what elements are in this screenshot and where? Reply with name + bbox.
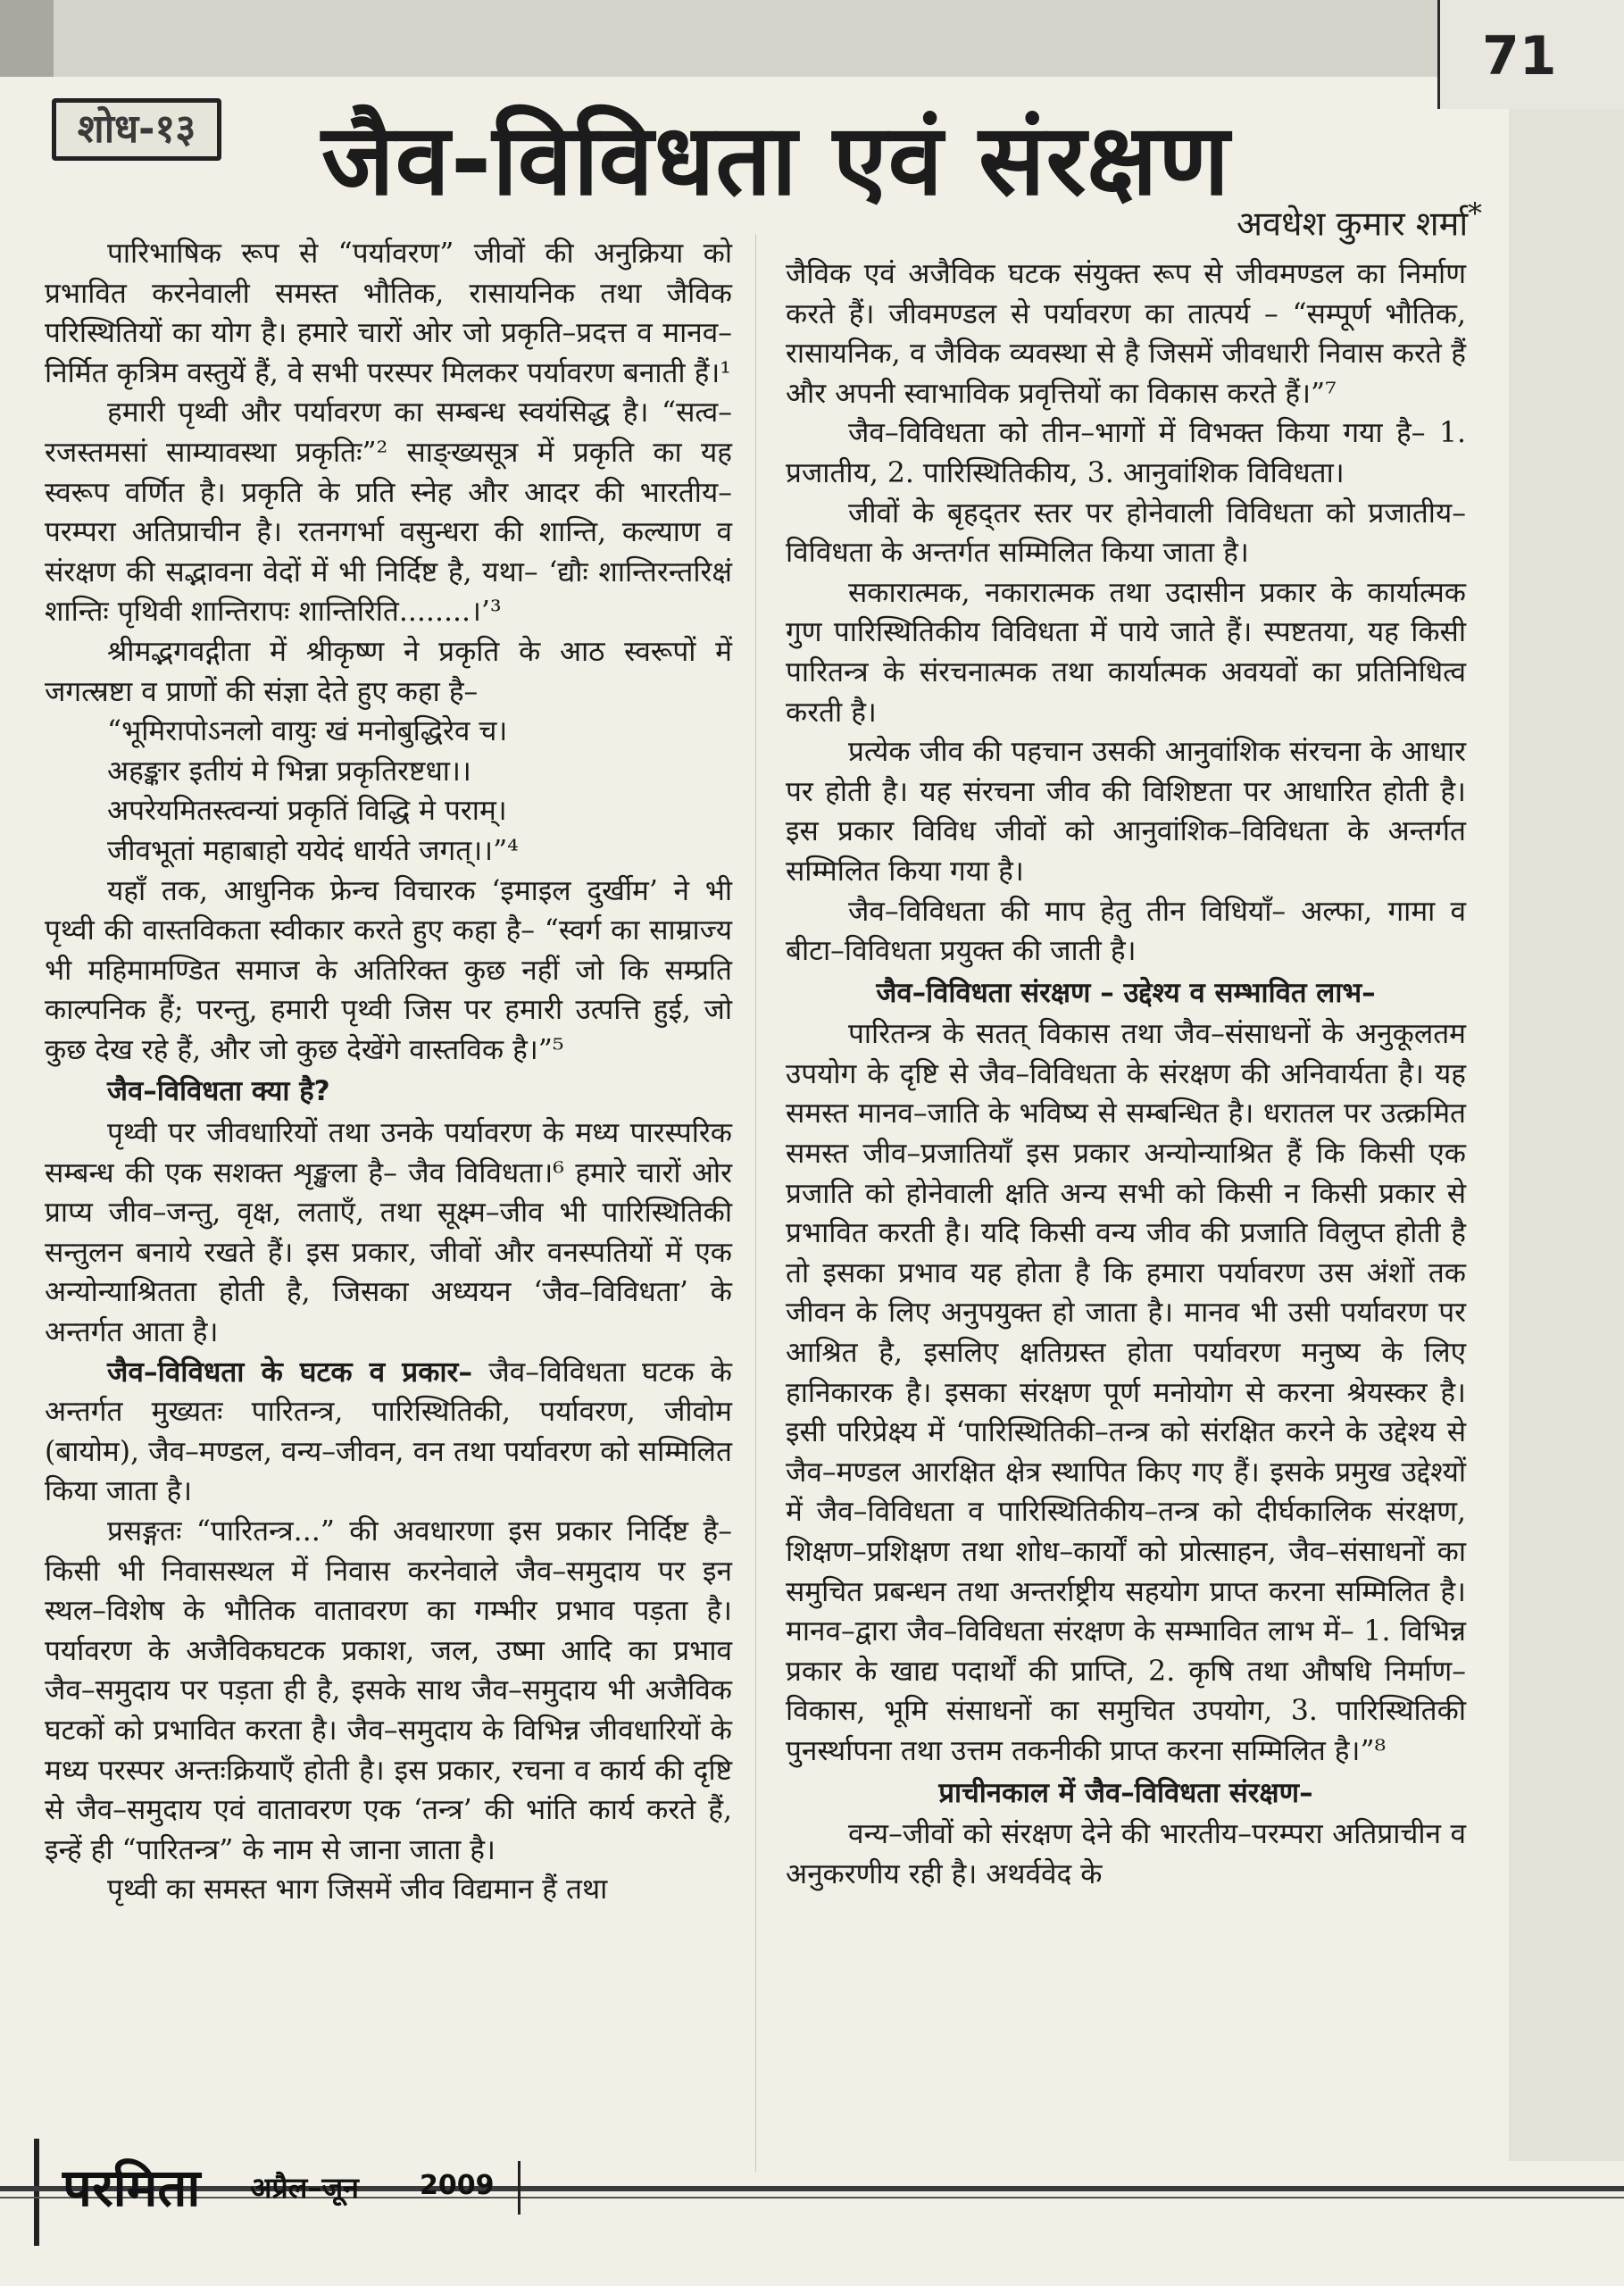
- paragraph-with-heading: [45, 1353, 732, 1512]
- section-heading: जैव–विविधता क्या है?: [107, 1075, 330, 1108]
- inline-heading: जैव–विविधता के घटक व प्रकार–: [107, 1356, 473, 1389]
- column-divider: [755, 234, 756, 2172]
- paragraph: यहाँ तक, आधुनिक फ्रेन्च विचारक ‘इमाइल दुर्खीम’ ने भी पृथ्वी की वास्तविकता स्वीकार करते हुए कहा है– “स्वर्ग का साम्राज्य भी महिमामण्डित समाज के अतिरिक्त कुछ नहीं जो कि सम्प्रति काल्पनिक हैं; परन्तु, हमारी पृथ्वी जिस पर हमारी उत्पत्ति हुई, जो कुछ देख रहे हैं, और जो कुछ देखेंगे वास्तविक है।”⁵: [45, 874, 732, 1066]
- verse-line: अहङ्कार इतीयं मे भिन्ना प्रकृतिरष्टधा।।: [107, 755, 471, 788]
- footer-rule-thin: [0, 2197, 1624, 2198]
- article-tag: शोध-१३: [52, 98, 221, 161]
- paragraph: प्रसङ्गतः “पारितन्त्र...” की अवधारणा इस प्रकार निर्दिष्ट है– किसी भी निवासस्थल में निवास करनेवाले जैव–समुदाय पर इन स्थल–विशेष के भौतिक वातावरण का गम्भीर प्रभाव पड़ता है। पर्यावरण के अजैविकघटक प्रकाश, जल, उष्मा आदि का प्रभाव जैव–समुदाय पर पड़ता ही है, इसके साथ जैव–समुदाय भी अजैविक घटकों को प्रभावित करता है। जैव–समुदाय के विभिन्न जीवधारियों के मध्य परस्पर अन्तःक्रियाएँ होती है। इस प्रकार, रचना व कार्य की दृष्टि से जैव–समुदाय एवं वातावरण एक ‘तन्त्र’ की भांति कार्य करते हैं, इन्हें ही “पारितन्त्र” के नाम से जाना जाता है।: [45, 1515, 732, 1866]
- article-title: जैव-विविधता एवं संरक्षण: [321, 103, 1230, 217]
- right-page-margin: [1509, 107, 1624, 2161]
- top-band: [0, 0, 1624, 77]
- author-name: अवधेश कुमार शर्मा: [1236, 204, 1469, 244]
- issue-months: अप्रैल–जून: [250, 2171, 359, 2205]
- author-line: [911, 198, 1482, 246]
- journal-name: परमिता: [62, 2157, 201, 2218]
- paragraph: जैविक एवं अजैविक घटक संयुक्त रूप से जीवमण्डल का निर्माण करते हैं। जीवमण्डल से पर्यावरण का तात्पर्य – “सम्पूर्ण भौतिक, रासायनिक, व जैविक व्यवस्था से है जिसमें जीवधारी निवास करते हैं और अपनी स्वाभाविक प्रवृत्तियों का विकास करते हैं।”⁷: [786, 258, 1466, 410]
- paragraph: प्रत्येक जीव की पहचान उसकी आनुवांशिक संरचना के आधार पर होती है। यह संरचना जीव की विशिष्टता पर आधारित होती है। इस प्रकार विविध जीवों को आनुवांशिक–विविधता के अन्तर्गत सम्मिलित किया गया है।: [786, 736, 1466, 888]
- right-column: [786, 254, 1466, 1894]
- paragraph: जैव–विविधता को तीन–भागों में विभक्त किया गया है– 1. प्रजातीय, 2. पारिस्थितिकीय, 3. आनुवांशिक विविधता।: [786, 417, 1466, 489]
- paragraph: वन्य–जीवों को संरक्षण देने की भारतीय–परम्परा अतिप्राचीन व अनुकरणीय रही है। अथर्ववेद के: [786, 1818, 1466, 1890]
- paragraph: हमारी पृथ्वी और पर्यावरण का सम्बन्ध स्वयंसिद्ध है। “सत्व–रजस्तमसां साम्यावस्था प्रकृतिः”² साङ्ख्यसूत्र में प्रकृति का यह स्वरूप वर्णित है। प्रकृति के प्रति स्नेह और आदर की भारतीय–परम्परा अतिप्राचीन है। रतनगर्भा वसुन्धरा की शान्ति, कल्याण व संरक्षण की सद्भावना वेदों में भी निर्दिष्ट है, यथा– ‘द्यौः शान्तिरन्तरिक्षं शान्तिः पृथिवी शान्तिरापः शान्तिरिति........।’³: [45, 396, 732, 629]
- footer-rule: [0, 2186, 1624, 2191]
- verse-line: जीवभूतां महाबाहो ययेदं धार्यते जगत्।।”⁴: [107, 834, 519, 867]
- paragraph: श्रीमद्भगवद्गीता में श्रीकृष्ण ने प्रकृति के आठ स्वरूपों में जगत्स्रष्टा व प्राणों की संज्ञा देते हुए कहा है–: [45, 635, 732, 708]
- paragraph: जीवों के बृहद्तर स्तर पर होनेवाली विविधता को प्रजातीय–विविधता के अन्तर्गत सम्मिलित किया जाता है।: [786, 496, 1466, 570]
- footer-divider: [518, 2161, 521, 2215]
- paragraph: पृथ्वी का समस्त भाग जिसमें जीव विद्यमान हैं तथा: [107, 1873, 608, 1906]
- left-column: [45, 234, 732, 1910]
- paragraph-text: जैव–विविधता घटक के अन्तर्गत मुख्यतः पारितन्त्र, पारिस्थितिकी, पर्यावरण, जीवोम (बायोम), जैव–मण्डल, वन्य–जीवन, वन तथा पर्यावरण को सम्मिलित किया जाता है।: [45, 1356, 732, 1508]
- footer-bracket: [34, 2139, 39, 2246]
- author-footnote-mark: *: [1468, 198, 1482, 230]
- paragraph: पारितन्त्र के सतत् विकास तथा जैव–संसाधनों के अनुकूलतम उपयोग के दृष्टि से जैव–विविधता के संरक्षण की अनिवार्यता है। यह समस्त मानव–जाति के भविष्य से सम्बन्धित है। धरातल पर उत्क्रमित समस्त जीव–प्रजातियाँ इस प्रकार अन्योन्याश्रित हैं कि किसी एक प्रजाति को होनेवाली क्षति अन्य सभी को किसी न किसी प्रकार से प्रभावित करती है। यदि किसी वन्य जीव की प्रजाति विलुप्त होती है तो इसका प्रभाव यह होता है कि हमारा पर्यावरण उस अंशों तक जीवन के लिए अनुपयुक्त हो जाता है। मानव भी उसी पर्यावरण पर आश्रित है, इसलिए क्षतिग्रस्त होता पर्यावरण मनुष्य के लिए हानिकारक है। इसका संरक्षण पूर्ण मनोयोग से करना श्रेयस्कर है। इसी परिप्रेक्ष्य में ‘पारिस्थितिकी–तन्त्र को संरक्षित करने के उद्देश्य से जैव–मण्डल आरक्षित क्षेत्र स्थापित किए गए हैं। इसके प्रमुख उद्देश्यों में जैव–विविधता व पारिस्थितिकीय–तन्त्र को दीर्घकालिक संरक्षण, शिक्षण–प्रशिक्षण तथा शोध–कार्यों को प्रोत्साहन, जैव–संसाधनों का समुचित प्रबन्धन तथा अन्तर्राष्ट्रीय सहयोग प्राप्त करना सम्मिलित है। मानव–द्वारा जैव–विविधता संरक्षण के सम्भावित लाभ में– 1. विभिन्न प्रकार के खाद्य पदार्थों की प्राप्ति, 2. कृषि तथा औषधि निर्माण–विकास, भूमि संसाधनों का समुचित उपयोग, 3. पारिस्थितिकी पुनर्स्थापना तथा उत्तम तकनीकी प्राप्त करना सम्मिलित है।”⁸: [786, 1018, 1466, 1767]
- paragraph: पृथ्वी पर जीवधारियों तथा उनके पर्यावरण के मध्य पारस्परिक सम्बन्ध की एक सशक्त शृङ्खला है– जैव विविधता।⁶ हमारे चारों ओर प्राप्य जीव–जन्तु, वृक्ष, लताएँ, तथा सूक्ष्म–जीव भी पारिस्थितिकी सन्तुलन बनाये रखते हैं। इस प्रकार, जीवों और वनस्पतियों में एक अन्योन्याश्रितता होती है, जिसका अध्ययन ‘जैव–विविधता’ के अन्तर्गत आता है।: [45, 1117, 732, 1349]
- issue-year: 2009: [420, 2170, 495, 2201]
- top-band-edge: [0, 0, 54, 77]
- verse-line: “भूमिरापोऽनलो वायुः खं मनोबुद्धिरेव च।: [107, 715, 508, 748]
- section-heading: जैव–विविधता संरक्षण – उद्देश्य व सम्भावित लाभ–: [876, 976, 1376, 1009]
- paragraph: सकारात्मक, नकारात्मक तथा उदासीन प्रकार के कार्यात्मक गुण पारिस्थितिकीय विविधता में पाये जाते हैं। स्पष्टतया, यह किसी पारितन्त्र के संरचनात्मक तथा कार्यात्मक अवयवों का प्रतिनिधित्व करती है।: [786, 576, 1466, 729]
- paragraph: जैव–विविधता की माप हेतु तीन विधियाँ– अल्फा, गामा व बीटा–विविधता प्रयुक्त की जाती है।: [786, 895, 1466, 968]
- paragraph: पारिभाषिक रूप से “पर्यावरण” जीवों की अनुक्रिया को प्रभावित करनेवाली समस्त भौतिक, रासायनिक तथा जैविक परिस्थितियों का योग है। हमारे चारों ओर जो प्रकृति–प्रदत्त व मानव–निर्मित कृत्रिम वस्तुयें हैं, वे सभी परस्पर मिलकर पर्यावरण बनाती हैं।¹: [45, 238, 732, 389]
- section-heading: प्राचीनकाल में जैव–विविधता संरक्षण–: [938, 1776, 1313, 1809]
- verse-line: अपरेयमितस्त्वन्यां प्रकृतिं विद्धि मे पराम्।: [107, 795, 507, 828]
- page-number: 71: [1482, 25, 1557, 88]
